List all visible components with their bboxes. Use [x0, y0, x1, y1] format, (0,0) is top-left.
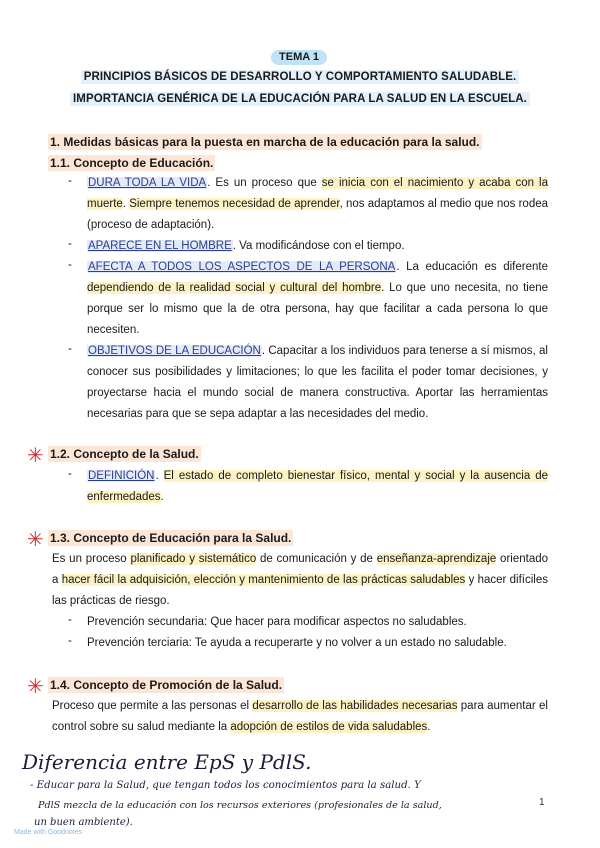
asterisk-mark-icon: ✳	[27, 527, 44, 551]
bullet-dash: -	[68, 238, 72, 250]
handwritten-title: Diferencia entre EpS y PdlS.	[22, 750, 312, 774]
bullet-afecta-a-todos: AFECTA A TODOS LOS ASPECTOS DE LA PERSONA. La educación es diferente dependiendo de la realidad social y cultural del hombre. Lo que uno necesita, no tiene porque ser lo mismo que la de otra persona, hay que facilitar a cada persona lo que necesiten.	[87, 261, 549, 336]
goodnotes-logo: Made with Goodnotes	[14, 829, 83, 836]
bullet-dura-toda-la-vida: DURA TODA LA VIDA. Es un proceso que se inicia con el nacimiento y acaba con la muerte. Siempre tenemos necesidad de aprender, nos adaptamos al medio que nos rodea (proceso de adaptación).	[87, 177, 549, 231]
bullet-objetivos: OBJETIVOS DE LA EDUCACIÓN. Capacitar a los individuos para tenerse a sí mismos, al conocer sus posibilidades y limitaciones; lo que les facilita el poder tomar decisiones, y proyectarse hacia el mundo social de manera constructiva. Aportar las herramientas necesarias para que se sepa adaptar a las necesidades del medio.	[87, 345, 548, 420]
handwritten-line-2: PdlS mezcla de la educación con los recursos exteriores (profesionales de la salud,	[38, 800, 442, 811]
keyword: DURA TODA LA VIDA	[88, 177, 207, 189]
asterisk-mark-icon: ✳	[27, 443, 44, 467]
bullet-dash: -	[68, 175, 72, 187]
section-1-2-heading: 1.2. Concepto de la Salud.	[50, 447, 199, 461]
keyword: DEFINICIÓN	[88, 470, 155, 482]
title-line-1: PRINCIPIOS BÁSICOS DE DESARROLLO Y COMPORTAMIENTO SALUDABLE.	[0, 71, 600, 83]
section-1-4-heading: 1.4. Concepto de Promoción de la Salud.	[50, 678, 283, 692]
keyword: OBJETIVOS DE LA EDUCACIÓN	[88, 345, 261, 357]
section-1-3-paragraph: Es un proceso planificado y sistemático de comunicación y de enseñanza-aprendizaje orientado a hacer fácil la adquisición, elección y mantenimiento de las prácticas saludables y hacer difíciles las prácticas de riesgo.	[52, 553, 549, 607]
bullet-dash: -	[68, 614, 72, 626]
handwritten-line-3: un buen ambiente).	[34, 817, 133, 828]
bullet-prevencion-secundaria: Prevención secundaria: Que hacer para modificar aspectos no saludables.	[87, 616, 467, 628]
section-1-heading: 1. Medidas básicas para la puesta en marcha de la educación para la salud.	[50, 135, 480, 149]
section-1-4-paragraph: Proceso que permite a las personas el desarrollo de las habilidades necesarias para aumentar el control sobre su salud mediante la adopción de estilos de vida saludables.	[52, 700, 548, 733]
tema-badge: TEMA 1	[271, 50, 327, 65]
title-line-2: IMPORTANCIA GENÉRICA DE LA EDUCACIÓN PARA LA SALUD EN LA ESCUELA.	[0, 93, 600, 105]
bullet-definicion: DEFINICIÓN. El estado de completo bienestar físico, mental y social y la ausencia de enfermedades.	[87, 470, 549, 503]
bullet-prevencion-terciaria: Prevención terciaria: Te ayuda a recuperarte y no volver a un estado no saludable.	[87, 637, 507, 649]
keyword: AFECTA A TODOS LOS ASPECTOS DE LA PERSONA	[88, 261, 396, 273]
bullet-dash: -	[68, 343, 72, 355]
asterisk-mark-icon: ✳	[27, 674, 44, 698]
page-number: 1	[539, 797, 545, 808]
bullet-dash: -	[68, 635, 72, 647]
section-1-3-heading: 1.3. Concepto de Educación para la Salud.	[50, 531, 292, 545]
handwritten-line-1: - Educar para la Salud, que tengan todos los conocimientos para la salud. Y	[30, 780, 421, 791]
bullet-aparece-en-el-hombre: APARECE EN EL HOMBRE. Va modificándose con el tiempo.	[88, 240, 405, 252]
keyword: APARECE EN EL HOMBRE	[88, 240, 232, 252]
bullet-dash: -	[68, 259, 72, 271]
bullet-dash: -	[68, 468, 72, 480]
section-1-1-heading: 1.1. Concepto de Educación.	[50, 156, 214, 170]
